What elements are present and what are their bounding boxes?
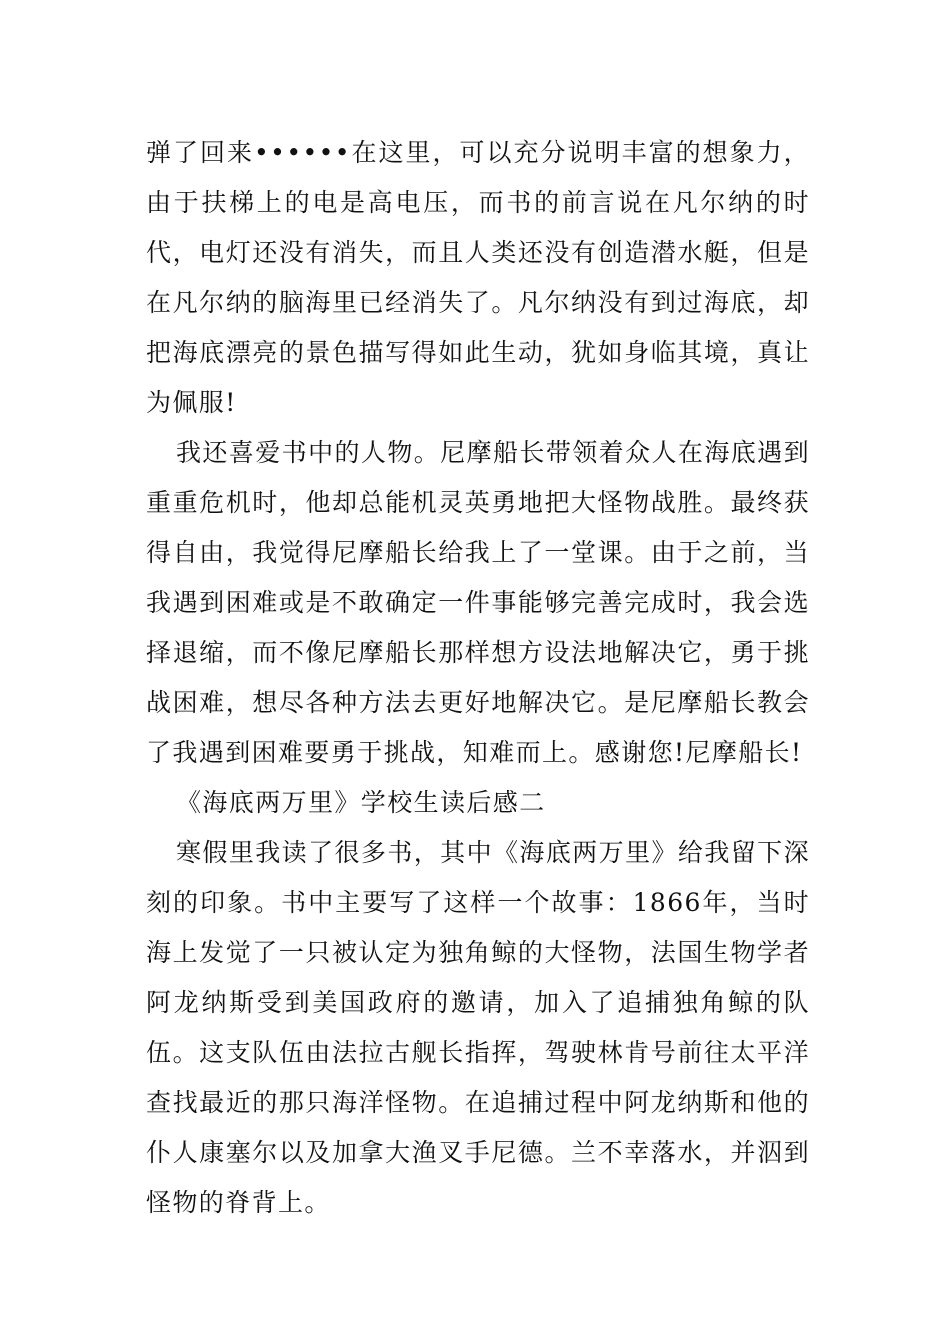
paragraph-characters: 我还喜爱书中的人物。尼摩船长带领着众人在海底遇到重重危机时，他却总能机灵英勇地把大怪物战胜。最终获得自由，我觉得尼摩船长给我上了一堂课。由于之前，当我遇到困难或是不敢确定一件事能够完善完成时，我会选择退缩，而不像尼摩船长那样想方设法地解决它，勇于挑战困难，想尽各种方法去更好地解决它。是尼摩船长教会了我遇到困难要勇于挑战，知难而上。感谢您!尼摩船长! bbox=[146, 438, 810, 767]
paragraph-summary: 寒假里我读了很多书，其中《海底两万里》给我留下深刻的印象。书中主要写了这样一个故事：1866年，当时海上发觉了一只被认定为独角鲸的大怪物，法国生物学者阿龙纳斯受到美国政府的邀请，加入了追捕独角鲸的队伍。这支队伍由法拉古舰长指挥，驾驶林肯号前往太平洋查找最近的那只海洋怪物。在追捕过程中阿龙纳斯和他的仆人康塞尔以及加拿大渔叉手尼德。兰不幸落水，并泅到怪物的脊背上。 bbox=[146, 838, 810, 1217]
document-body bbox=[146, 128, 810, 1228]
paragraph-continuation: 弹了回来••••••在这里，可以充分说明丰富的想象力，由于扶梯上的电是高电压，而书的前言说在凡尔纳的时代，电灯还没有消失，而且人类还没有创造潜水艇，但是在凡尔纳的脑海里已经消失了。凡尔纳没有到过海底，却把海底漂亮的景色描写得如此生动，犹如身临其境，真让为佩服! bbox=[146, 138, 810, 417]
section-heading: 《海底两万里》学校生读后感二 bbox=[176, 788, 546, 817]
